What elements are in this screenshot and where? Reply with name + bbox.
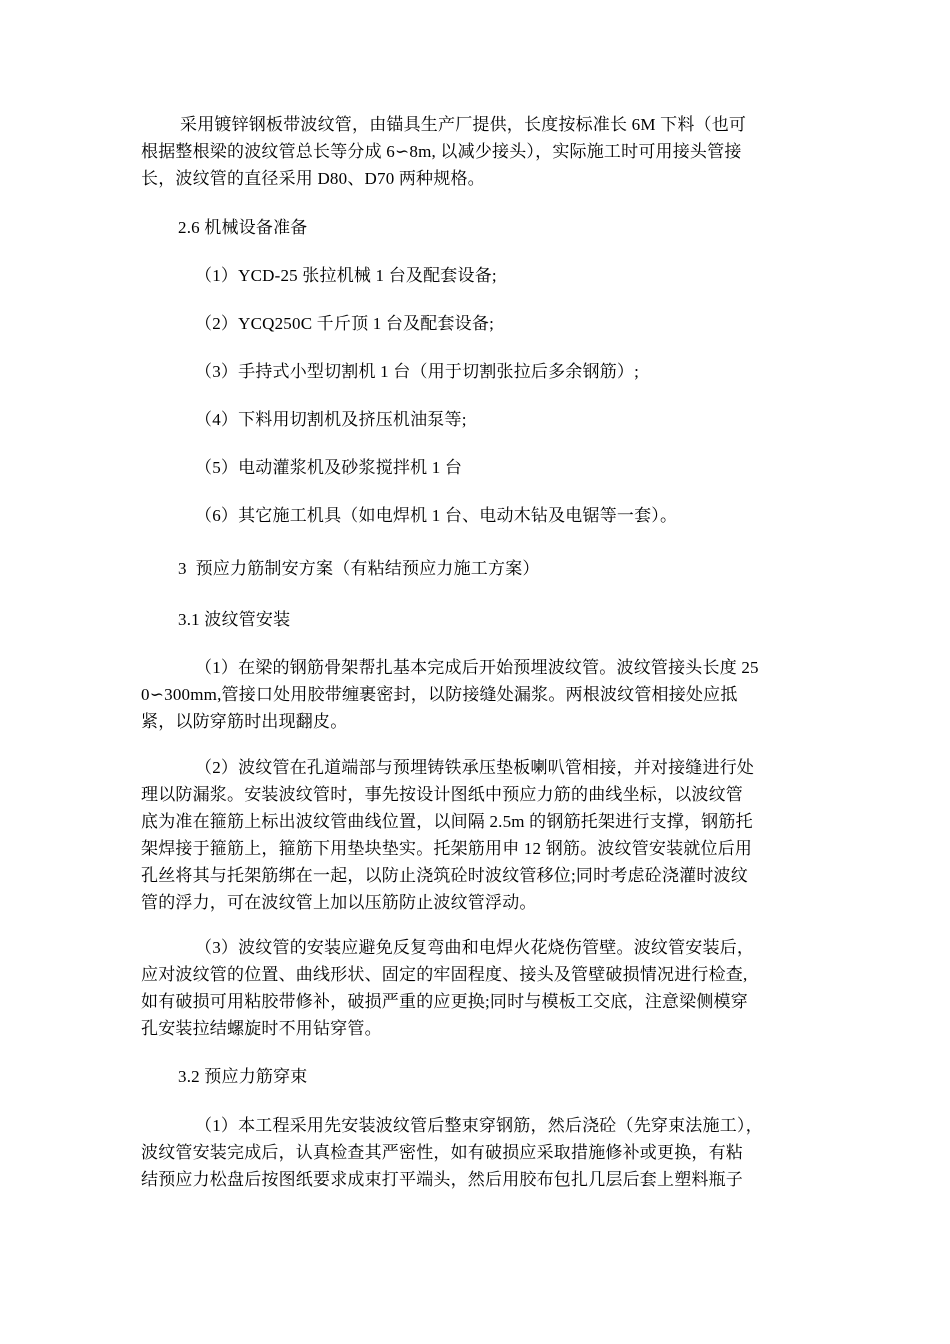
list-item: （5）电动灌浆机及砂浆搅拌机 1 台 [195, 458, 463, 477]
list-item: （1）YCD-25 张拉机械 1 台及配套设备; [195, 266, 497, 285]
text-line: 应对波纹管的位置、曲线形状、固定的牢固程度、接头及管壁破损情况进行检查, [141, 965, 748, 984]
text-line: 底为准在箍筋上标出波纹管曲线位置，以间隔 2.5m 的钢筋托架进行支撑，钢筋托 [141, 812, 753, 831]
list-item: （2）YCQ250C 千斤顶 1 台及配套设备; [195, 314, 495, 333]
text-line: 波纹管安装完成后，认真检查其严密性，如有破损应采取措施修补或更换，有粘 [141, 1143, 743, 1162]
text-line: 采用镀锌钢板带波纹管，由锚具生产厂提供，长度按标准长 6M 下料（也可 [180, 115, 747, 134]
text-line: （2）波纹管在孔道端部与预埋铸铁承压垫板喇叭管相接，并对接缝进行处 [195, 758, 755, 777]
text-line: 理以防漏浆。安装波纹管时，事先按设计图纸中预应力筋的曲线坐标，以波纹管 [141, 785, 743, 804]
text-line: 如有破损可用粘胶带修补，破损严重的应更换;同时与模板工交底，注意梁侧模穿 [141, 992, 748, 1011]
text-line: （1）在梁的钢筋骨架帮扎基本完成后开始预埋波纹管。波纹管接头长度 25 [195, 658, 759, 677]
text-line: 紧，以防穿筋时出现翻皮。 [141, 712, 348, 731]
text-line: 结预应力松盘后按图纸要求成束打平端头，然后用胶布包扎几层后套上塑料瓶子 [141, 1170, 743, 1189]
text-line: 管的浮力，可在波纹管上加以压筋防止波纹管浮动。 [141, 893, 537, 912]
text-line: 根据整根梁的波纹管总长等分成 6∽8m, 以减少接头），实际施工时可用接头管接 [141, 142, 742, 161]
list-item: （3）手持式小型切割机 1 台（用于切割张拉后多余钢筋）; [195, 362, 640, 381]
text-line: 架焊接于箍筋上，箍筋下用垫块垫实。托架筋用申 12 钢筋。波纹管安装就位后用 [141, 839, 753, 858]
text-line: 0∽300mm,管接口处用胶带缠裹密封，以防接缝处漏浆。两根波纹管相接处应抵 [141, 685, 738, 704]
section-heading-3-1: 3.1 波纹管安装 [178, 610, 291, 629]
text-line: 长，波纹管的直径采用 D80、D70 两种规格。 [141, 169, 485, 188]
text-line: （3）波纹管的安装应避免反复弯曲和电焊火花烧伤管壁。波纹管安装后， [195, 938, 755, 957]
section-heading-3-2: 3.2 预应力筋穿束 [178, 1067, 308, 1086]
text-line: 孔丝将其与托架筋绑在一起，以防止浇筑砼时波纹管移位;同时考虑砼浇灌时波纹 [141, 866, 748, 885]
list-item: （6）其它施工机具（如电焊机 1 台、电动木钻及电锯等一套）。 [195, 506, 678, 525]
section-heading-2-6: 2.6 机械设备准备 [178, 218, 308, 237]
text-line: （1）本工程采用先安装波纹管后整束穿钢筋，然后浇砼（先穿束法施工）， [195, 1116, 763, 1135]
section-heading-3: 3 预应力筋制安方案（有粘结预应力施工方案） [178, 559, 540, 578]
text-line: 孔安装拉结螺旋时不用钻穿管。 [141, 1019, 382, 1038]
list-item: （4）下料用切割机及挤压机油泵等; [195, 410, 467, 429]
